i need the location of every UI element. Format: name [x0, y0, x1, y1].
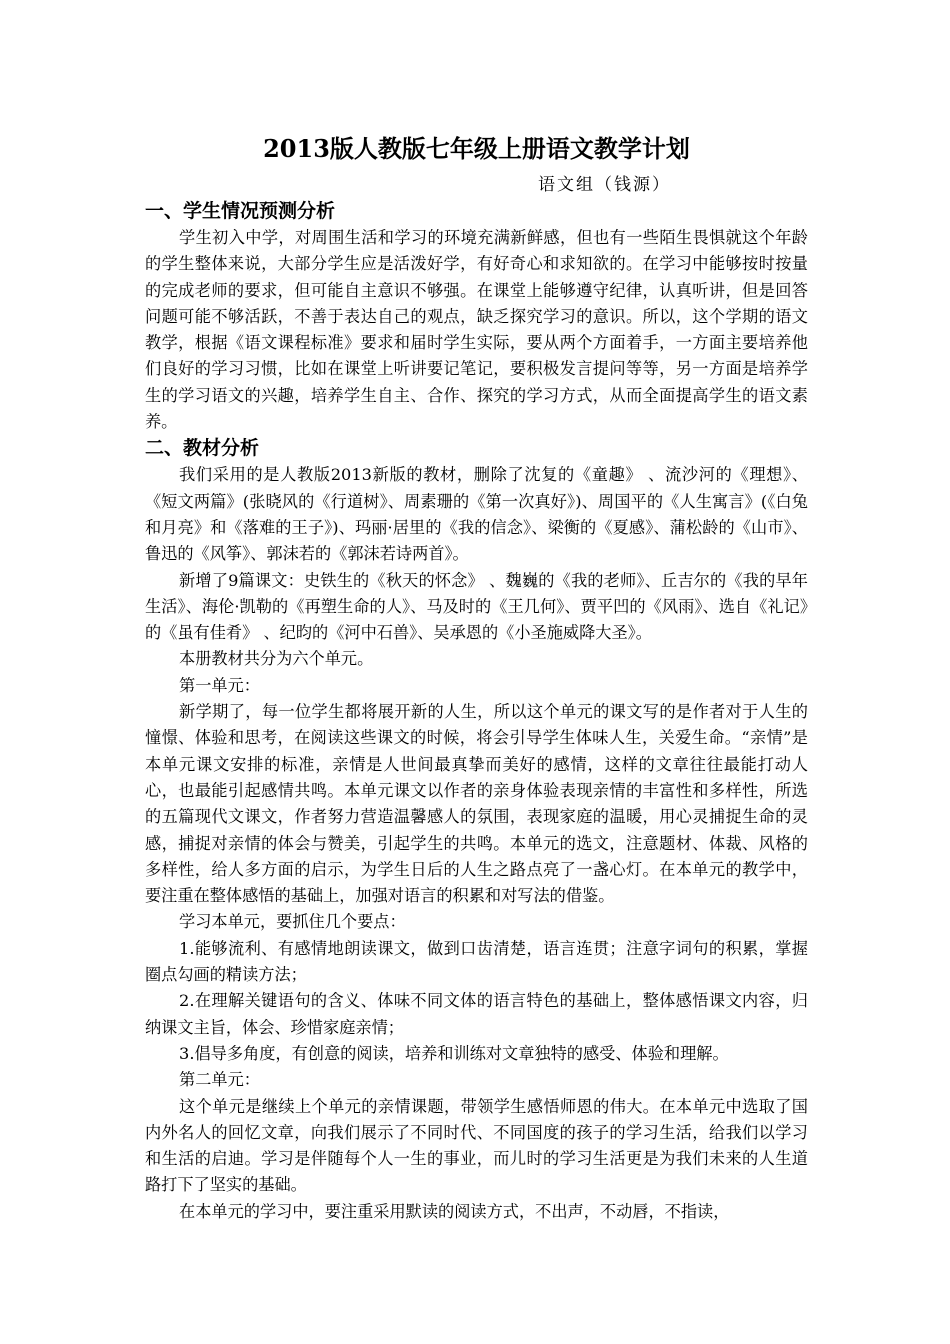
paragraph: 学习本单元，要抓住几个要点： — [179, 912, 406, 932]
paragraph: 学生初入中学，对周围生活和学习的环境充满新鲜感，但也有一些陌生畏惧就这个年龄的学生整体来说，大部分学生应是活泼好学，有好奇心和求知欲的。在学习中能够按时按量的完成老师的要求，但可能自主意识不够强。在课堂上能够遵守纪律，认真听讲，但是回答问题可能不够活跃，不善于表达自己的观点，缺乏探究学习的意识。所以，这个学期的语文教学，根据《语文课程标准》要求和届时学生实际，要从两个方面着手，一方面主要培养他们良好的学习习惯，比如在课堂上听讲要记笔记，要积极发言提问等等，另一方面是培养学生的学习语文的兴趣，培养学生自主、合作、探究的学习方式，从而全面提高学生的语文素养。 — [145, 228, 808, 432]
unit-label: 第一单元： — [179, 675, 260, 695]
document-title: 2013版人教版七年级上册语文教学计划 — [263, 134, 690, 163]
author-line: 语文组（钱源） — [538, 175, 671, 195]
paragraph: 新增了9篇课文：史铁生的《秋天的怀念》 、魏巍的《我的老师》、丘吉尔的《我的早年生活》、海伦·凯勒的《再塑生命的人》、马及时的《王几何》、贾平凹的《风雨》、选自《礼记》的《虽有佳肴》 、纪昀的《河中石兽》、吴承恩的《小圣施威降大圣》。 — [145, 570, 808, 643]
list-item: 3.倡导多角度，有创意的阅读，培养和训练对文章独特的感受、体验和理解。 — [179, 1043, 729, 1063]
unit-label: 第二单元： — [179, 1070, 260, 1090]
paragraph: 这个单元是继续上个单元的亲情课题，带领学生感悟师恩的伟大。在本单元中选取了国内外名人的回忆文章，向我们展示了不同时代、不同国度的孩子的学习生活，给我们以学习和生活的启迪。学习是伴随每个人一生的事业，而儿时的学习生活更是为我们未来的人生道路打下了坚实的基础。 — [145, 1096, 808, 1195]
paragraph: 新学期了，每一位学生都将展开新的人生，所以这个单元的课文写的是作者对于人生的憧憬、体验和思考，在阅读这些课文的时候，将会引导学生体味人生，关爱生命。“亲情”是本单元课文安排的标准，亲情是人世间最真挚而美好的感情，这样的文章往往最能打动人心，也最能引起感情共鸣。本单元课文以作者的亲身体验表现亲情的丰富性和多样性，所选的五篇现代文课文，作者努力营造温馨感人的氛围，表现家庭的温暖，用心灵捕捉生命的灵感，捕捉对亲情的体会与赞美，引起学生的共鸣。本单元的选文，注意题材、体裁、风格的多样性，给人多方面的启示，为学生日后的人生之路点亮了一盏心灯。在本单元的教学中，要注重在整体感悟的基础上，加强对语言的积累和对写法的借鉴。 — [145, 702, 808, 906]
paragraph: 本册教材共分为六个单元。 — [179, 649, 374, 669]
document-page — [145, 132, 808, 1225]
section-heading-student-analysis: 一、学生情况预测分析 — [145, 200, 336, 222]
list-item: 2.在理解关键语句的含义、体味不同文体的语言特色的基础上，整体感悟课文内容，归纳课文主旨，体会、珍惜家庭亲情； — [145, 991, 808, 1037]
paragraph: 在本单元的学习中，要注重采用默读的阅读方式，不出声，不动唇，不指读， — [179, 1201, 730, 1221]
section-heading-textbook-analysis: 二、教材分析 — [145, 437, 260, 460]
paragraph: 我们采用的是人教版2013新版的教材，删除了沈复的《童趣》 、流沙河的《理想》、《短文两篇》(张晓风的《行道树》、周素珊的《第一次真好》)、周国平的《人生寓言》(《白兔和月亮》和《落难的王子》)、玛丽·居里的《我的信念》、梁衡的《夏感》、蒲松龄的《山市》、鲁迅的《风筝》、郭沫若的《郭沫若诗两首》。 — [145, 465, 808, 564]
list-item: 1.能够流利、有感情地朗读课文，做到口齿清楚，语言连贯；注意字词句的积累，掌握圈点勾画的精读方法； — [145, 938, 808, 985]
